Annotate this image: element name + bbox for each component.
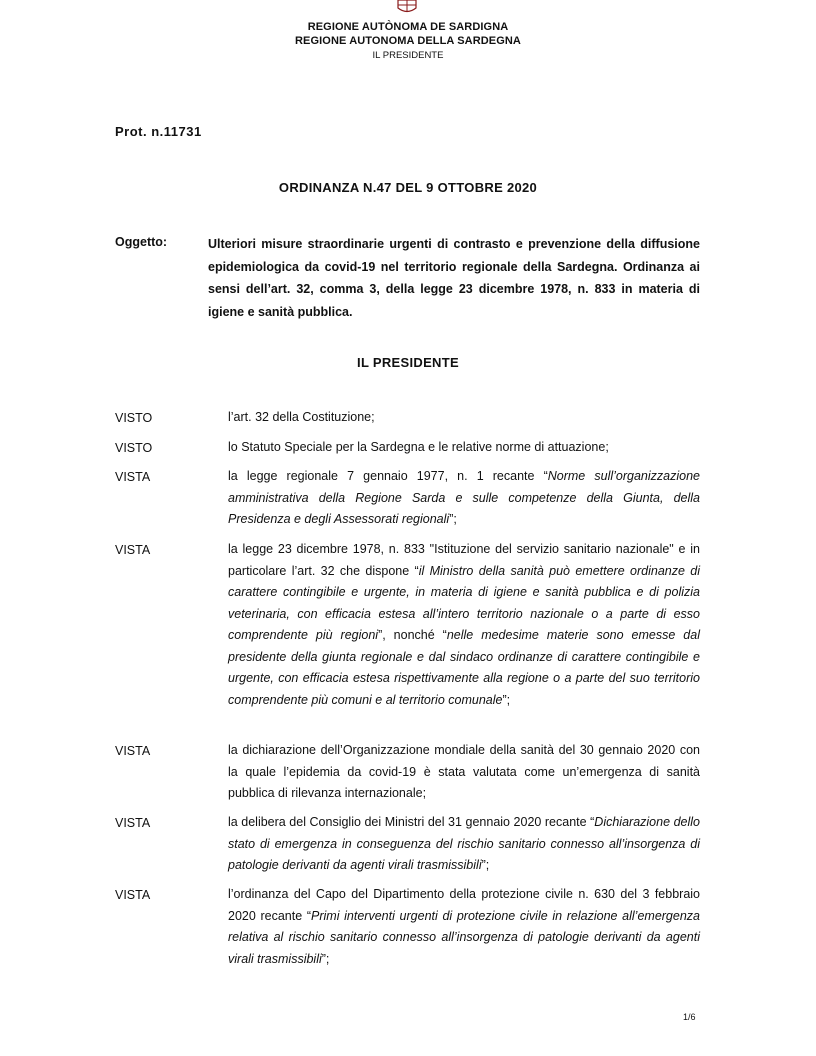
clause-label: VISTA xyxy=(115,470,151,484)
protocol-number: Prot. n.11731 xyxy=(115,124,202,139)
letterhead xyxy=(0,20,816,63)
header-line-sardinian: REGIONE AUTÒNOMA DE SARDIGNA xyxy=(307,21,509,33)
president-heading: IL PRESIDENTE xyxy=(357,355,459,370)
clause-text: la dichiarazione dell’Organizzazione mondiale della sanità del 30 gennaio 2020 con la quale l’epidemia da covid-19 è stata valutata come un’emergenza di sanità pubblica di rilevanza internazionale; xyxy=(228,743,700,800)
clause-text-plain: ”; xyxy=(481,858,490,872)
subject-label: Oggetto: xyxy=(115,235,168,249)
clause-text: l’art. 32 della Costituzione; xyxy=(228,410,375,424)
clause-label: VISTO xyxy=(115,441,153,455)
clause-text-plain: la legge 23 dicembre 1978, n. 833 "Istituzione del servizio sanitario nazionale" e in particolare l’art. 32 che dispone “ xyxy=(228,542,700,578)
clause-label: VISTA xyxy=(115,888,151,902)
clause-text-plain: la legge regionale 7 gennaio 1977, n. 1 recante “ xyxy=(228,469,548,483)
clause-text-plain: la delibera del Consiglio dei Ministri del 31 gennaio 2020 recante “ xyxy=(228,815,595,829)
clause-text: lo Statuto Speciale per la Sardegna e le relative norme di attuazione; xyxy=(228,440,609,454)
clause-text xyxy=(228,539,700,711)
clause-text xyxy=(228,884,700,970)
header-line-president: IL PRESIDENTE xyxy=(372,50,444,61)
clause-text-quote: nelle medesime materie sono emesse dal presidente della giunta regionale e dal sindaco ordinanze di carattere contingibile e urgente, con efficacia estesa rispettivamente alla regione o a parte del suo territorio comprendente più comuni e al territorio comunale xyxy=(228,628,700,707)
clause-text-plain: ”; xyxy=(449,512,457,526)
clause-text-quote: Norme sull’organizzazione amministrativa della Regione Sarda e sulle competenze della Giunta, della Presidenza e degli Assessorati regionali xyxy=(228,469,700,526)
page-number: 1/6 xyxy=(683,1012,696,1022)
clause-text xyxy=(228,466,700,531)
clause-label: VISTA xyxy=(115,744,151,758)
clause-label: VISTA xyxy=(115,816,151,830)
clause-text-plain: l’ordinanza del Capo del Dipartimento della protezione civile n. 630 del 3 febbraio 2020 recante “ xyxy=(228,887,700,923)
clause-text-quote: Dichiarazione dello stato di emergenza in conseguenza del rischio sanitario connesso all’insorgenza di patologie derivanti da agenti virali trasmissibili xyxy=(228,815,700,872)
clause-label: VISTO xyxy=(115,411,153,425)
subject-text: Ulteriori misure straordinarie urgenti di contrasto e prevenzione della diffusione epidemiologica da covid-19 nel territorio regionale della Sardegna. Ordinanza ai sensi dell’art. 32, comma 3, della legge 23 dicembre 1978, n. 833 in materia di igiene e sanità pubblica. xyxy=(208,237,700,319)
header-line-italian: REGIONE AUTONOMA DELLA SARDEGNA xyxy=(295,35,521,47)
clause-text-quote: il Ministro della sanità può emettere ordinanze di carattere contingibile e urgente, in materia di igiene e sanità pubblica e di polizia veterinaria, con efficacia estesa all’intero territorio nazionale o a parte di esso comprendente più regioni xyxy=(228,563,700,642)
clause-text-quote: Primi interventi urgenti di protezione civile in relazione all’emergenza relativa al rischio sanitario connesso all’insorgenza di patologie derivanti da agenti virali trasmissibili xyxy=(228,908,700,966)
ordinance-title: ORDINANZA N.47 DEL 9 OTTOBRE 2020 xyxy=(278,180,538,195)
clause-text-plain: ”, nonché “ xyxy=(378,628,447,642)
clause-text xyxy=(228,812,700,877)
clause-text-plain: ”; xyxy=(502,692,511,707)
clause-label: VISTA xyxy=(115,543,151,557)
clause-text-plain: ”; xyxy=(321,951,330,966)
regional-emblem-icon xyxy=(396,0,418,14)
